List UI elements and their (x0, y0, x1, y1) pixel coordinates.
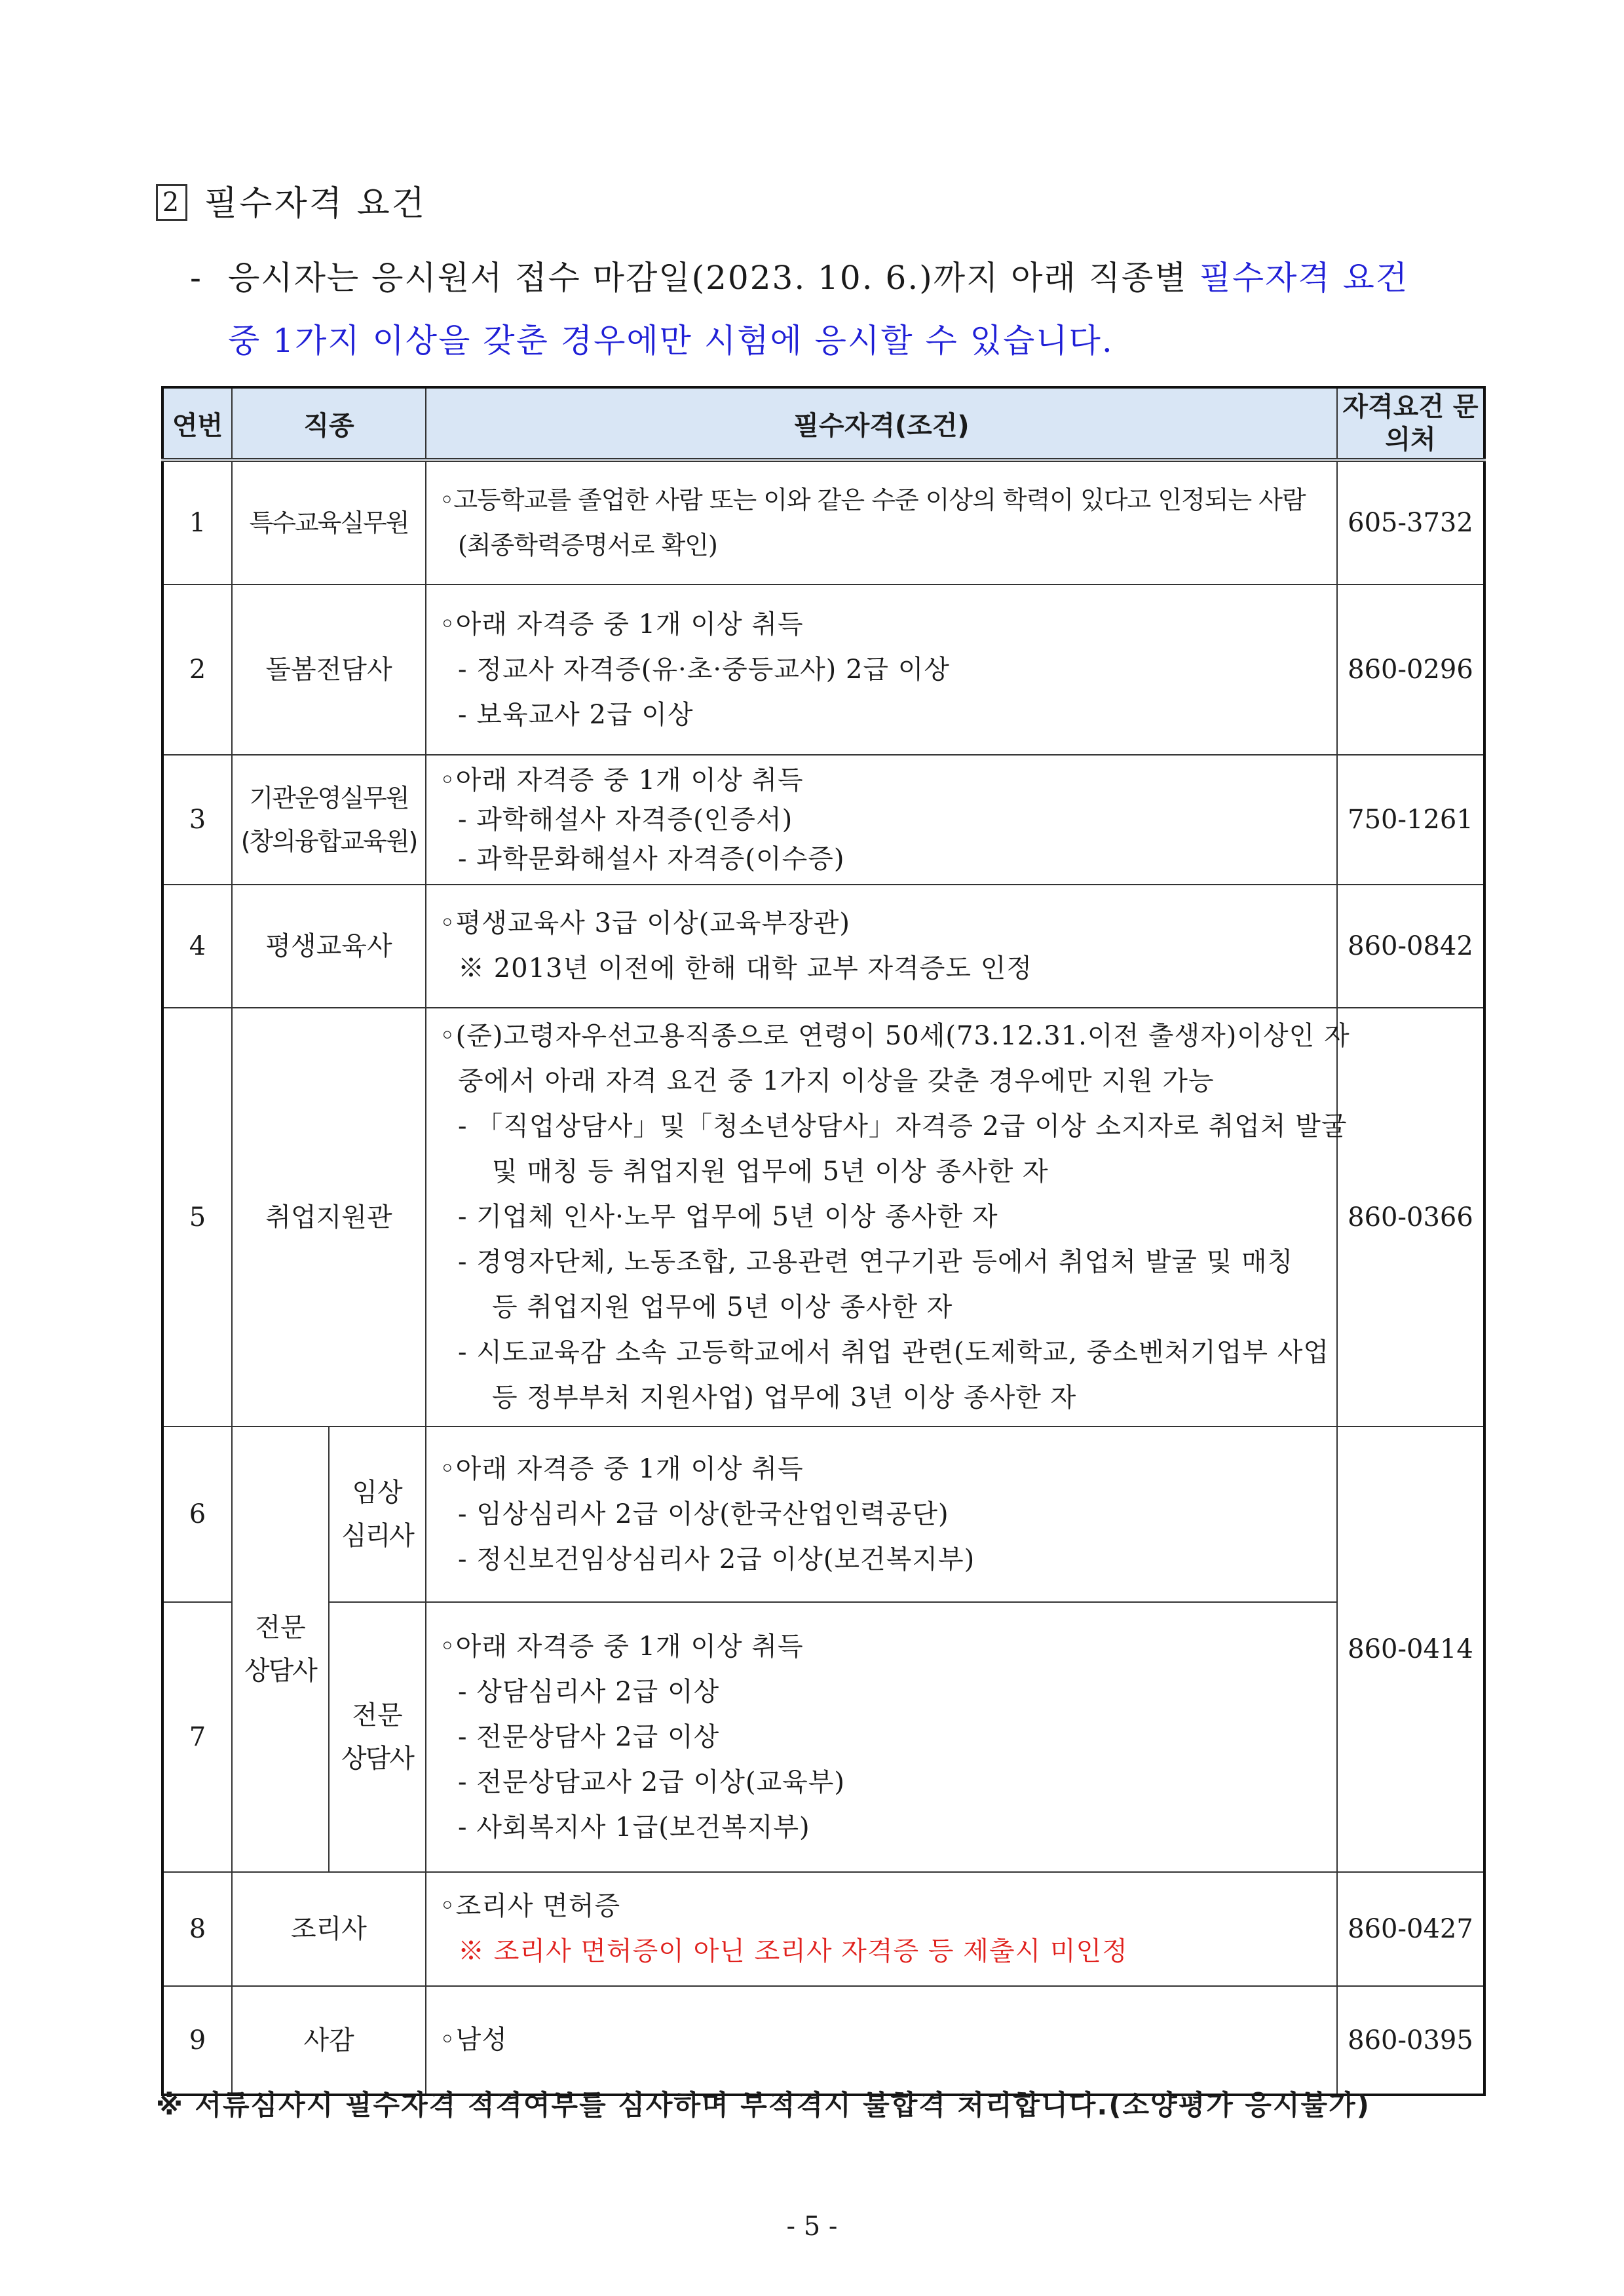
condition-line: ◦(준)고령자우선고용직종으로 연령이 50세(73.12.31.이전 출생자)이상인 자 (440, 1021, 1350, 1051)
intro-dash: - (190, 259, 202, 297)
row-number: 3 (162, 755, 232, 885)
row-number: 4 (162, 885, 232, 1008)
row-number: 7 (162, 1602, 232, 1872)
condition-line: ◦아래 자격증 중 1개 이상 취득 (440, 765, 804, 795)
footnote: ※ 서류심사시 필수자격 적격여부를 심사하며 부적격시 불합격 처리합니다.(소양평가 응시불가) (156, 2089, 1370, 2121)
condition-line: 등 취업지원 업무에 5년 이상 종사한 자 (492, 1292, 953, 1322)
job-name: 평생교육사 (232, 885, 426, 1008)
contact-phone: 860-0414 (1337, 1426, 1484, 1872)
condition-line: ◦고등학교를 졸업한 사람 또는 이와 같은 수준 이상의 학력이 있다고 인정되는 사람 (440, 486, 1306, 514)
header-condition: 필수자격(조건) (426, 387, 1337, 460)
condition-line: - 기업체 인사·노무 업무에 5년 이상 종사한 자 (458, 1202, 998, 1232)
job-sub-line: 상담사 (341, 1744, 413, 1774)
row-number: 6 (162, 1426, 232, 1602)
condition-line: - 전문상담교사 2급 이상(교육부) (458, 1767, 845, 1797)
contact-phone: 860-0842 (1337, 885, 1484, 1008)
condition-cell (426, 584, 1337, 755)
contact-phone: 860-0395 (1337, 1986, 1484, 2095)
condition-line: - 정교사 자격증(유·초·중등교사) 2급 이상 (458, 654, 951, 685)
condition-cell (426, 885, 1337, 1008)
table-row (162, 1986, 1484, 2095)
table-row (162, 1008, 1484, 1426)
condition-line: - 시도교육감 소속 고등학교에서 취업 관련(도제학교, 중소벤처기업부 사업 (458, 1337, 1330, 1368)
row-number: 2 (162, 584, 232, 755)
condition-line: - 사회복지사 1급(보건복지부) (458, 1812, 810, 1843)
section-title (156, 176, 426, 225)
condition-line: ◦아래 자격증 중 1개 이상 취득 (440, 609, 804, 640)
job-name: 돌봄전담사 (232, 584, 426, 755)
job-group-line: 상담사 (244, 1656, 316, 1686)
condition-cell (426, 1426, 1337, 1602)
condition-line: ◦남성 (440, 2025, 508, 2055)
condition-line: ※ 2013년 이전에 한해 대학 교부 자격증도 인정 (458, 953, 1033, 984)
table-row (162, 584, 1484, 755)
intro-highlight-2: 중 1가지 이상을 갖춘 경우에만 시험에 응시할 수 있습니다. (228, 322, 1114, 360)
condition-line: ◦아래 자격증 중 1개 이상 취득 (440, 1631, 804, 1662)
condition-line: - 과학문화해설사 자격증(이수증) (458, 844, 845, 874)
condition-cell (426, 1008, 1350, 1426)
job-sub-line: 전문 (352, 1700, 403, 1731)
contact-phone: 605-3732 (1337, 460, 1484, 584)
table-row (162, 885, 1484, 1008)
contact-phone: 860-0427 (1337, 1872, 1484, 1986)
table-row (162, 1602, 1484, 1872)
condition-cell (426, 1986, 1337, 2095)
condition-line: - 임상심리사 2급 이상(한국산업인력공단) (458, 1499, 949, 1529)
condition-cell (426, 1872, 1337, 1986)
condition-cell (426, 460, 1337, 584)
job-group-line: 전문 (255, 1613, 306, 1643)
condition-line: - 「직업상담사」및「청소년상담사」자격증 2급 이상 소지자로 취업처 발굴 (458, 1111, 1348, 1141)
section-title-text: 필수자격 요건 (204, 184, 426, 223)
intro-text: 응시자는 응시원서 접수 마감일(2023. 10. 6.)까지 아래 직종별 (228, 259, 1199, 297)
row-number: 8 (162, 1872, 232, 1986)
condition-line: 및 매칭 등 취업지원 업무에 5년 이상 종사한 자 (492, 1157, 1049, 1187)
condition-cell (426, 1602, 1337, 1872)
condition-line: 중에서 아래 자격 요건 중 1가지 이상을 갖춘 경우에만 지원 가능 (458, 1066, 1215, 1096)
job-sub-name (329, 1426, 426, 1602)
condition-warning-line: ※ 조리사 면허증이 아닌 조리사 자격증 등 제출시 미인정 (458, 1936, 1128, 1966)
row-number: 9 (162, 1986, 232, 2095)
job-name: 취업지원관 (232, 1008, 426, 1426)
header-contact: 자격요건 문의처 (1337, 387, 1484, 460)
job-group-name (232, 1426, 329, 1872)
header-job: 직종 (232, 387, 426, 460)
condition-line: 등 정부부처 지원사업) 업무에 3년 이상 종사한 자 (492, 1383, 1077, 1413)
row-number: 1 (162, 460, 232, 584)
table-row (162, 755, 1484, 885)
condition-line: - 경영자단체, 노동조합, 고용관련 연구기관 등에서 취업처 발굴 및 매칭 (458, 1247, 1294, 1277)
table-row (162, 460, 1484, 584)
job-sub-line: 심리사 (341, 1521, 413, 1551)
contact-phone: 750-1261 (1337, 755, 1484, 885)
requirements-table (161, 386, 1486, 2096)
table-header-row (162, 387, 1484, 460)
job-name: 조리사 (232, 1872, 426, 1986)
condition-line: - 보육교사 2급 이상 (458, 699, 694, 730)
condition-line: - 상담심리사 2급 이상 (458, 1676, 720, 1707)
contact-phone: 860-0296 (1337, 584, 1484, 755)
header-no: 연번 (162, 387, 232, 460)
intro-line-1 (228, 246, 1408, 309)
job-name: 특수교육실무원 (232, 460, 426, 584)
job-name (232, 755, 426, 885)
condition-line: - 전문상담사 2급 이상 (458, 1721, 720, 1752)
condition-line: (최종학력증명서로 확인) (458, 531, 717, 560)
job-sub-line: 임상 (352, 1478, 403, 1508)
condition-line: ◦평생교육사 3급 이상(교육부장관) (440, 908, 851, 938)
section-number-box: 2 (156, 184, 187, 221)
condition-line: ◦아래 자격증 중 1개 이상 취득 (440, 1453, 804, 1484)
table-row (162, 1872, 1484, 1986)
job-name-line: 기관운영실무원 (249, 784, 409, 813)
intro-highlight-1: 필수자격 요건 (1199, 259, 1409, 297)
job-name: 사감 (232, 1986, 426, 2095)
table-row (162, 1426, 1484, 1602)
job-sub-name (329, 1602, 426, 1872)
contact-phone: 860-0366 (1337, 1008, 1484, 1426)
page-number: - 5 - (786, 2211, 838, 2242)
condition-line: ◦조리사 면허증 (440, 1891, 621, 1921)
condition-cell (426, 755, 1337, 885)
condition-line: - 과학해설사 자격증(인증서) (458, 805, 793, 835)
job-name-line: (창의융합교육원) (240, 827, 417, 856)
condition-line: - 정신보건임상심리사 2급 이상(보건복지부) (458, 1544, 975, 1575)
row-number: 5 (162, 1008, 232, 1426)
